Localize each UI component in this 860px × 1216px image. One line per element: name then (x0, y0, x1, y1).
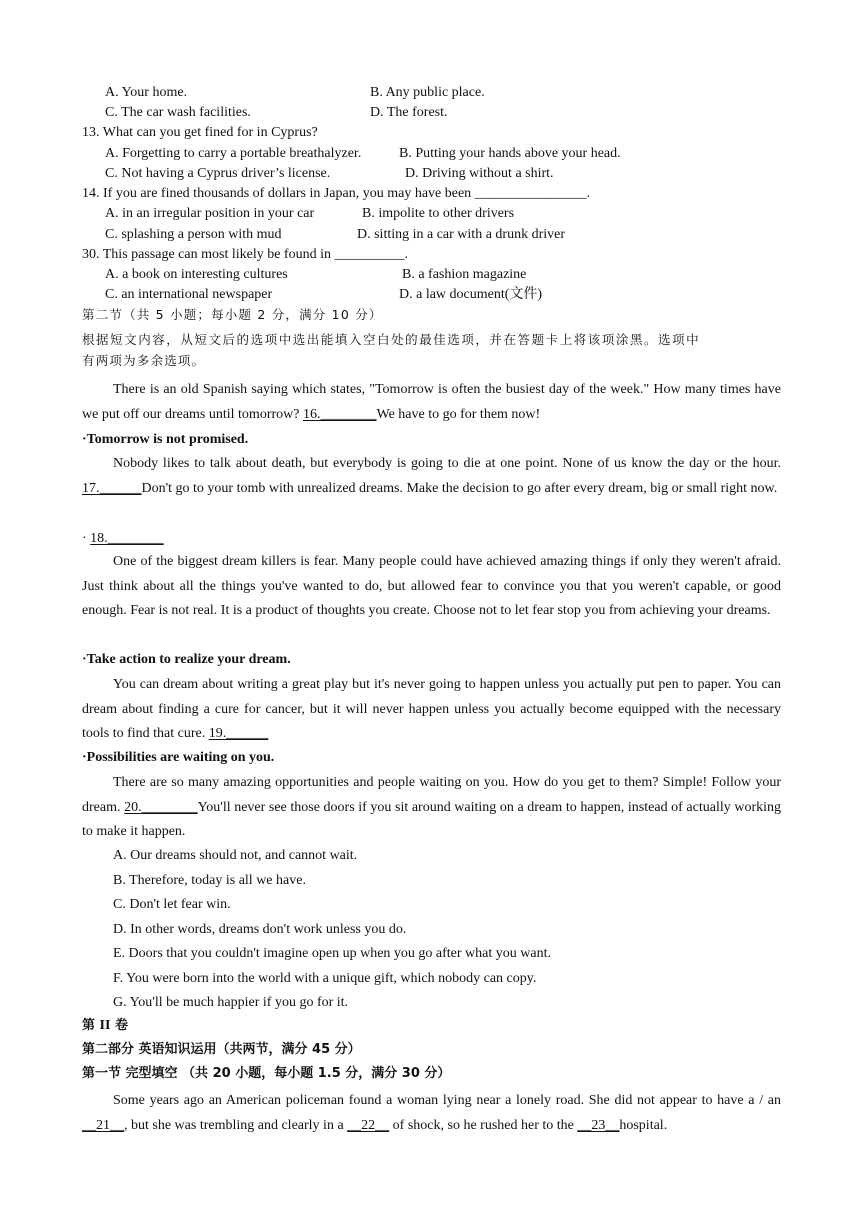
blank-21: __21__ (82, 1118, 124, 1133)
section-heading: 第二节（共 5 小题；每小题 2 分，满分 10 分） (82, 307, 383, 322)
q14-option-a: A. in an irregular position in your car (105, 206, 315, 221)
q13-option-d: D. Driving without a shirt. (405, 166, 554, 181)
blank-17: 17.______ (82, 480, 142, 496)
option-a: A. Our dreams should not, and cannot wait. (113, 848, 358, 863)
passage-paragraph-4: You can dream about writing a great play but it's never going to happen unless you actually put pen to paper. You can dream about finding a cure for cancer, but it will never happen unless you actually become equipped with the necessary tools to find that cure. 19.______ (82, 677, 781, 742)
blank-18: 18.________ (90, 531, 164, 546)
q30-option-d: D. a law document(文件) (399, 287, 543, 302)
passage-paragraph-1: There is an old Spanish saying which states, "Tomorrow is often the busiest day of the week." How many times have we put off our dreams until tomorrow? 16.________We have to go for them now! (82, 382, 781, 422)
q30-option-b: B. a fashion magazine (402, 267, 527, 282)
q30-option-c: C. an international newspaper (105, 287, 273, 302)
cloze-section-heading: 第一节 完型填空 （共 20 小题，每小题 1.5 分，满分 30 分） (82, 1066, 451, 1081)
q30-option-a: A. a book on interesting cultures (105, 267, 288, 282)
q12-option-d: D. The forest. (370, 105, 448, 120)
blank-20: 20.________ (124, 799, 198, 815)
section-instruction-line1: 根据短文内容，从短文后的选项中选出能填入空白处的最佳选项，并在答题卡上将该项涂黑。选项中 (82, 332, 701, 347)
cloze-paragraph: Some years ago an American policeman found a woman lying near a lonely road. She did not appear to have a / an __21__, but she was trembling and clearly in a __22__ of shock, so he rushed her to the __23__hospital. (82, 1093, 781, 1133)
blank-19: 19.______ (208, 726, 269, 742)
volume-title: 第 II 卷 (82, 1018, 128, 1033)
subheading-take-action: ·Take action to realize your dream. (82, 652, 291, 667)
q14-option-b: B. impolite to other drivers (362, 206, 515, 221)
passage-paragraph-3: One of the biggest dream killers is fear. Many people could have achieved amazing things if only they weren't afraid. Just think about all the things you've wanted to do, but allowed fear to convince you that you weren't capable, or good enough. Fear is not real. It is a product of thoughts you create. Choose not to let fear stop you from achieving your dreams. (82, 554, 781, 619)
option-g: G. You'll be much happier if you go for it. (113, 995, 349, 1010)
option-f: F. You were born into the world with a unique gift, which nobody can copy. (113, 971, 537, 986)
option-d: D. In other words, dreams don't work unless you do. (113, 922, 407, 937)
subheading-possibilities: ·Possibilities are waiting on you. (82, 750, 275, 765)
subheading-blank-18: · 18.________ (82, 531, 164, 546)
part2-heading: 第二部分 英语知识运用（共两节，满分 45 分） (82, 1042, 361, 1057)
option-e: E. Doors that you couldn't imagine open up when you go after what you want. (113, 946, 551, 961)
q13-option-c: C. Not having a Cyprus driver’s license. (105, 166, 331, 181)
section-instruction-line2: 有两项为多余选项。 (82, 353, 206, 368)
q13-option-b: B. Putting your hands above your head. (399, 146, 621, 161)
blank-22: __22__ (347, 1118, 390, 1133)
blank-16: 16.________ (302, 406, 377, 422)
passage-paragraph-5: There are so many amazing opportunities and people waiting on you. How do you get to them? Simple! Follow your dream. 20.________You'll never see those doors if you sit around waiting on a dream to happen, instead of actually working to make it happen. (82, 775, 782, 840)
q13-stem: 13. What can you get fined for in Cyprus? (82, 125, 318, 140)
blank-23: __23__ (577, 1118, 620, 1133)
option-b: B. Therefore, today is all we have. (113, 873, 306, 888)
q14-option-c: C. splashing a person with mud (105, 227, 282, 242)
subheading-tomorrow-not-promised: ·Tomorrow is not promised. (82, 432, 249, 447)
q14-option-d: D. sitting in a car with a drunk driver (357, 227, 566, 242)
q12-option-a: A. Your home. (105, 85, 188, 100)
q30-stem: 30. This passage can most likely be found in __________. (82, 247, 408, 262)
q12-option-c: C. The car wash facilities. (105, 105, 251, 120)
q12-option-b: B. Any public place. (370, 85, 485, 100)
option-c: C. Don't let fear win. (113, 897, 231, 912)
q14-stem: 14. If you are fined thousands of dollars in Japan, you may have been ________________. (82, 186, 591, 201)
q13-option-a: A. Forgetting to carry a portable breathalyzer. (105, 146, 362, 161)
passage-paragraph-2: Nobody likes to talk about death, but everybody is going to die at one point. None of us know the day or the hour. 17.______Don't go to your tomb with unrealized dreams. Make the decision to go after every dream, big or small right now. (82, 456, 781, 496)
